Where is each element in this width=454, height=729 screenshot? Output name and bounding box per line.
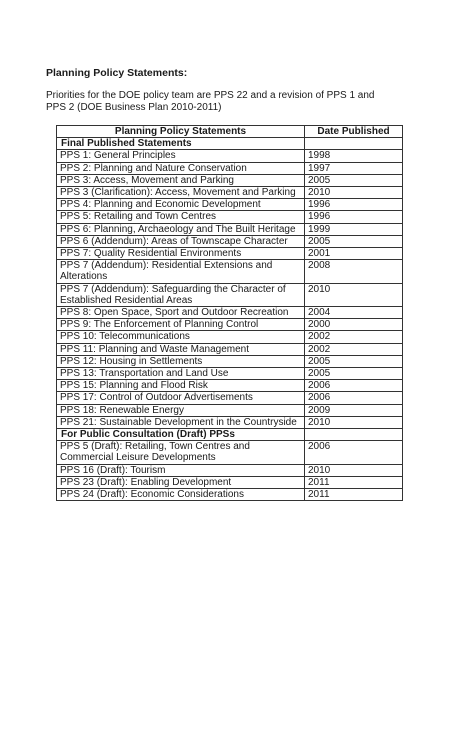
date-published-cell: 2010 [305, 416, 403, 428]
section-label: Final Published Statements [57, 138, 305, 150]
date-published-cell: 2006 [305, 380, 403, 392]
header-date-published: Date Published [305, 126, 403, 138]
statement-name: PPS 8: Open Space, Sport and Outdoor Recreation [57, 307, 305, 319]
date-published-cell [305, 429, 403, 441]
table-row [57, 441, 403, 464]
statement-name: PPS 7 (Addendum): Safeguarding the Character of Established Residential Areas [57, 283, 305, 306]
section-label: For Public Consultation (Draft) PPSs [57, 429, 305, 441]
table-row [57, 343, 403, 355]
table-body [57, 138, 403, 501]
date-published-cell: 1997 [305, 162, 403, 174]
table-section-row [57, 138, 403, 150]
statement-name: PPS 6: Planning, Archaeology and The Built Heritage [57, 223, 305, 235]
intro-paragraph: Priorities for the DOE policy team are PPS 22 and a revision of PPS 1 and PPS 2 (DOE Business Plan 2010-2011) [46, 90, 375, 113]
statement-name: PPS 18: Renewable Energy [57, 404, 305, 416]
statement-name: PPS 3 (Clarification): Access, Movement and Parking [57, 187, 305, 199]
date-published-cell: 2000 [305, 319, 403, 331]
table-row [57, 489, 403, 501]
statement-name: PPS 4: Planning and Economic Development [57, 199, 305, 211]
date-published-cell: 1996 [305, 199, 403, 211]
statement-name: PPS 10: Telecommunications [57, 331, 305, 343]
date-published-cell: 2008 [305, 260, 403, 283]
date-published-cell: 2006 [305, 441, 403, 464]
table-row [57, 368, 403, 380]
document-heading: Planning Policy Statements: [46, 67, 188, 79]
date-published-cell: 2011 [305, 489, 403, 501]
statement-name: PPS 13: Transportation and Land Use [57, 368, 305, 380]
statement-name: PPS 5: Retailing and Town Centres [57, 211, 305, 223]
date-published-cell: 2002 [305, 343, 403, 355]
table-row [57, 404, 403, 416]
table-header-row [57, 126, 403, 138]
date-published-cell: 2001 [305, 248, 403, 260]
table-section-row [57, 429, 403, 441]
statement-name: PPS 21: Sustainable Development in the Countryside [57, 416, 305, 428]
statement-name: PPS 17: Control of Outdoor Advertisements [57, 392, 305, 404]
date-published-cell: 2010 [305, 464, 403, 476]
statement-name: PPS 9: The Enforcement of Planning Control [57, 319, 305, 331]
statement-name: PPS 11: Planning and Waste Management [57, 343, 305, 355]
table-row [57, 307, 403, 319]
statement-name: PPS 7 (Addendum): Residential Extensions and Alterations [57, 260, 305, 283]
statement-name: PPS 7: Quality Residential Environments [57, 248, 305, 260]
date-published-cell: 2004 [305, 307, 403, 319]
table-row [57, 464, 403, 476]
date-published-cell: 2005 [305, 235, 403, 247]
date-published-cell: 2005 [305, 174, 403, 186]
date-published-cell: 2005 [305, 368, 403, 380]
table-row [57, 416, 403, 428]
date-published-cell: 2010 [305, 187, 403, 199]
date-published-cell: 2002 [305, 331, 403, 343]
table-row [57, 248, 403, 260]
statement-name: PPS 23 (Draft): Enabling Development [57, 476, 305, 488]
statement-name: PPS 24 (Draft): Economic Considerations [57, 489, 305, 501]
table-row [57, 260, 403, 283]
date-published-cell: 2006 [305, 392, 403, 404]
statement-name: PPS 15: Planning and Flood Risk [57, 380, 305, 392]
statement-name: PPS 1: General Principles [57, 150, 305, 162]
table-row [57, 319, 403, 331]
date-published-cell: 2009 [305, 404, 403, 416]
date-published-cell: 1996 [305, 211, 403, 223]
date-published-cell: 2011 [305, 476, 403, 488]
table-row [57, 150, 403, 162]
date-published-cell: 1998 [305, 150, 403, 162]
date-published-cell: 2005 [305, 355, 403, 367]
table-row [57, 392, 403, 404]
date-published-cell: 2010 [305, 283, 403, 306]
table-row [57, 380, 403, 392]
table-row [57, 199, 403, 211]
table-row [57, 162, 403, 174]
table-row [57, 187, 403, 199]
planning-policy-table [56, 125, 403, 501]
table-row [57, 235, 403, 247]
statement-name: PPS 12: Housing in Settlements [57, 355, 305, 367]
statement-name: PPS 3: Access, Movement and Parking [57, 174, 305, 186]
statement-name: PPS 2: Planning and Nature Conservation [57, 162, 305, 174]
table-row [57, 355, 403, 367]
statement-name: PPS 16 (Draft): Tourism [57, 464, 305, 476]
table-row [57, 223, 403, 235]
table-row [57, 283, 403, 306]
date-published-cell: 1999 [305, 223, 403, 235]
date-published-cell [305, 138, 403, 150]
table-row [57, 476, 403, 488]
table-row [57, 211, 403, 223]
header-statements: Planning Policy Statements [57, 126, 305, 138]
statement-name: PPS 5 (Draft): Retailing, Town Centres and Commercial Leisure Developments [57, 441, 305, 464]
table-row [57, 174, 403, 186]
statement-name: PPS 6 (Addendum): Areas of Townscape Character [57, 235, 305, 247]
table-row [57, 331, 403, 343]
